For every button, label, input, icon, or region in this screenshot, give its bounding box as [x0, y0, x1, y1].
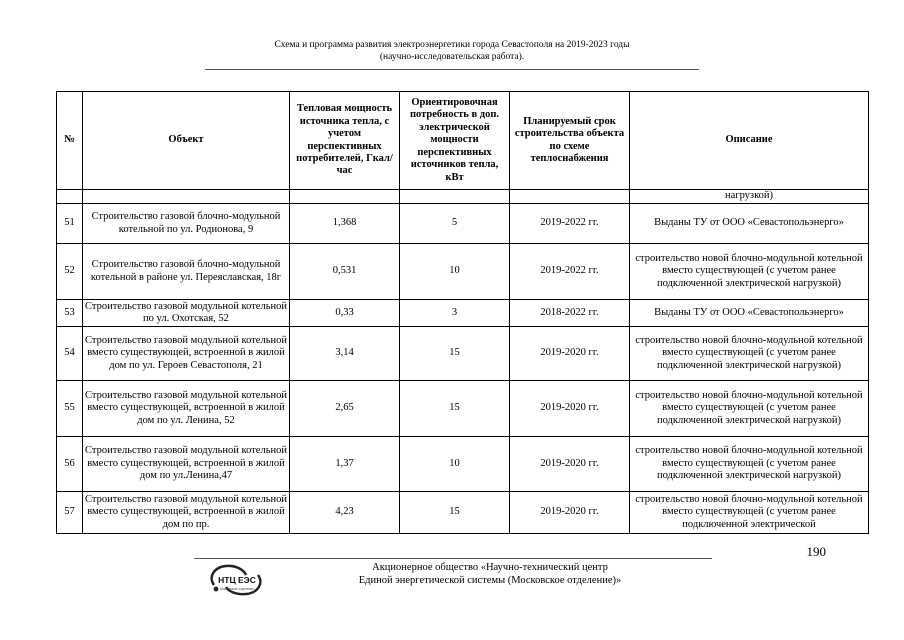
table-cell: [57, 190, 83, 204]
row-object: Строительство газовой модульной котельной вместо существующей, встроенной в жилой дом по ул.Ленина,47: [83, 437, 290, 492]
row-term: 2019-2020 гг.: [510, 492, 630, 534]
row-description: строительство новой блочно-модульной котельной вместо существующей (с учетом ранее подключенной электрической нагрузкой): [630, 244, 869, 300]
row-electric: 15: [400, 327, 510, 381]
objects-table: [56, 91, 869, 534]
ntc-ees-logo: [206, 563, 266, 597]
header-description: Описание: [630, 92, 869, 190]
row-description: Выданы ТУ от ООО «Севастопольэнерго»: [630, 204, 869, 244]
row-description: строительство новой блочно-модульной котельной вместо существующей (с учетом ранее подключенной электрической нагрузкой): [630, 437, 869, 492]
row-description: Выданы ТУ от ООО «Севастопольэнерго»: [630, 300, 869, 327]
row-term: 2019-2022 гг.: [510, 244, 630, 300]
table-row-continuation: [57, 190, 869, 204]
row-num: 54: [57, 327, 83, 381]
row-num: 57: [57, 492, 83, 534]
row-thermal: 4,23: [290, 492, 400, 534]
header-subtitle: (научно-исследовательская работа).: [379, 52, 525, 62]
table-cell: [290, 190, 400, 204]
header-object: Объект: [83, 92, 290, 190]
page-footer: [300, 562, 680, 587]
header-divider: [205, 69, 699, 70]
row-electric: 10: [400, 437, 510, 492]
row-object: Строительство газовой модульной котельной вместо существующей, встроенной в жилой дом по ул. Героев Севастополя, 21: [83, 327, 290, 381]
table-row: [57, 437, 869, 492]
table-cell: [510, 190, 630, 204]
row-thermal: 2,65: [290, 381, 400, 437]
table-row: [57, 381, 869, 437]
row-electric: 10: [400, 244, 510, 300]
row-thermal: 0,33: [290, 300, 400, 327]
row-num: 52: [57, 244, 83, 300]
row-object: Строительство газовой модульной котельной вместо существующей, встроенной в жилой дом по пр.: [83, 492, 290, 534]
logo-subtext: Московское отделение: [220, 587, 254, 591]
row-electric: 5: [400, 204, 510, 244]
row-num: 53: [57, 300, 83, 327]
page-number: 190: [806, 544, 826, 559]
header-num: №: [57, 92, 83, 190]
table-row: [57, 204, 869, 244]
row-term: 2018-2022 гг.: [510, 300, 630, 327]
footer-divider: [194, 558, 712, 559]
header-electric-power: Ориентировочная потребность в доп. электрической мощности перспективных источников тепла, кВт: [400, 92, 510, 190]
row-thermal: 0,531: [290, 244, 400, 300]
row-description: строительство новой блочно-модульной котельной вместо существующей (с учетом ранее подключенной электрической нагрузкой): [630, 327, 869, 381]
table-cell: [83, 190, 290, 204]
page-header: [150, 39, 754, 63]
row-object: Строительство газовой блочно-модульной котельной в районе ул. Переяславская, 18г: [83, 244, 290, 300]
table-row: [57, 327, 869, 381]
continuation-text: нагрузкой): [630, 190, 869, 204]
row-thermal: 1,368: [290, 204, 400, 244]
footer-org-line2: Единой энергетической системы (Московское отделение)»: [358, 574, 622, 586]
row-electric: 15: [400, 492, 510, 534]
table-cell: [400, 190, 510, 204]
logo-text: НТЦ ЕЭС: [218, 575, 256, 585]
row-num: 55: [57, 381, 83, 437]
row-electric: 15: [400, 381, 510, 437]
row-object: Строительство газовой модульной котельной по ул. Охотская, 52: [83, 300, 290, 327]
footer-org-line1: Акционерное общество «Научно-технический центр: [372, 562, 608, 573]
row-term: 2019-2020 гг.: [510, 437, 630, 492]
row-thermal: 3,14: [290, 327, 400, 381]
row-object: Строительство газовой модульной котельной вместо существующей, встроенной в жилой дом по ул. Ленина, 52: [83, 381, 290, 437]
row-description: строительство новой блочно-модульной котельной вместо существующей (с учетом ранее подключенной электрической: [630, 492, 869, 534]
header-thermal-power: Тепловая мощность источника тепла, с учетом перспективных потребителей, Гкал/час: [290, 92, 400, 190]
table-row: [57, 492, 869, 534]
table-row: [57, 244, 869, 300]
header-title: Схема и программа развития электроэнергетики города Севастополя на 2019-2023 годы: [274, 40, 630, 50]
row-num: 51: [57, 204, 83, 244]
table-header-row: [57, 92, 869, 190]
row-term: 2019-2020 гг.: [510, 381, 630, 437]
row-term: 2019-2022 гг.: [510, 204, 630, 244]
row-description: строительство новой блочно-модульной котельной вместо существующей (с учетом ранее подключенной электрической нагрузкой): [630, 381, 869, 437]
header-construction-term: Планируемый срок строительства объекта по схеме теплоснабжения: [510, 92, 630, 190]
row-object: Строительство газовой блочно-модульной котельной по ул. Родионова, 9: [83, 204, 290, 244]
table-row: [57, 300, 869, 327]
row-term: 2019-2020 гг.: [510, 327, 630, 381]
row-num: 56: [57, 437, 83, 492]
logo-dot: [214, 587, 219, 592]
row-thermal: 1,37: [290, 437, 400, 492]
row-electric: 3: [400, 300, 510, 327]
